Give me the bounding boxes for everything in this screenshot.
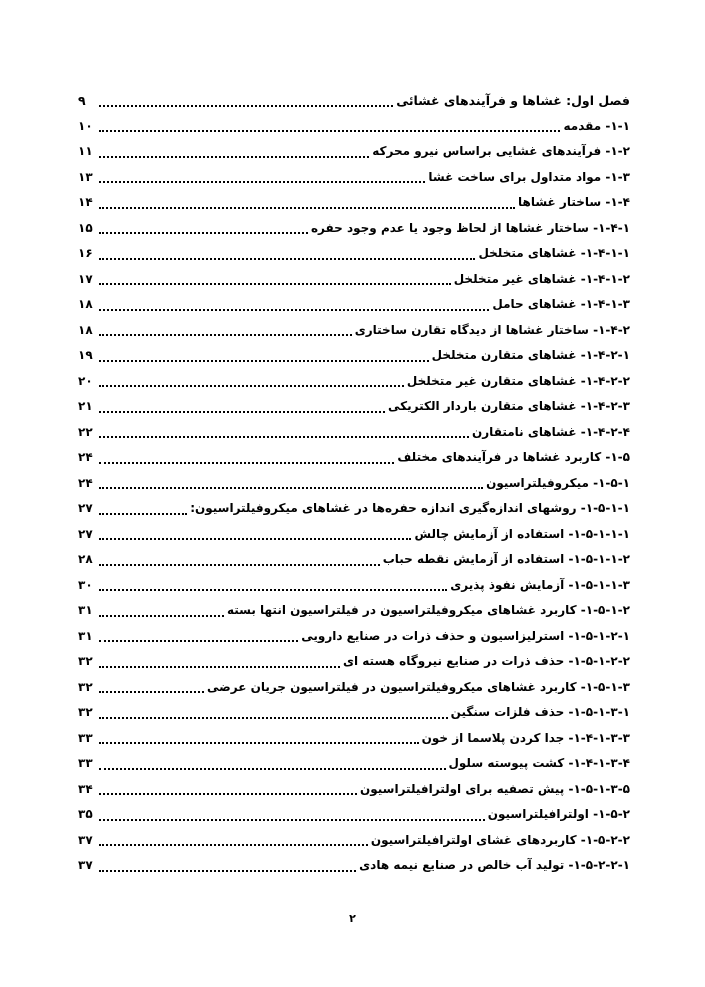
toc-entry-title: ۱-۴-۱-۲- غشاهای غیر متخلخل	[453, 271, 630, 286]
toc-entry[interactable]	[78, 267, 630, 293]
toc-entry-title: ۱-۲- فرآیندهای غشایی براساس نیرو محرکه	[372, 144, 630, 158]
toc-entry-title: ۱-۴-۲-۳- غشاهای متقارن باردار الکتریکی	[388, 399, 630, 413]
toc-entry-page: ۱۴	[78, 195, 93, 209]
toc-entry-title: ۱-۴-۱- ساختار غشاها از لحاظ وجود یا عدم وجود حفره	[310, 220, 630, 235]
toc-entry[interactable]	[78, 292, 630, 318]
toc-entry-page: ۳۲	[78, 679, 93, 694]
toc-entry-title: ۱-۵-۱-۳-۱- حذف فلزات سنگین	[450, 705, 630, 719]
dot-leader	[99, 130, 560, 132]
dot-leader	[99, 309, 489, 311]
toc-entry-page: ۲۷	[78, 501, 93, 515]
toc-entry[interactable]	[78, 114, 630, 140]
dot-leader	[99, 360, 429, 362]
toc-entry-title: ۱-۵-۲- اولترافیلتراسیون	[487, 807, 630, 821]
toc-entry-page: ۱۸	[78, 297, 93, 311]
dot-leader	[99, 181, 425, 183]
toc-entry-title: ۱-۴- ساختار غشاها	[518, 195, 630, 209]
toc-entry[interactable]	[78, 420, 630, 446]
dot-leader	[99, 615, 224, 617]
toc-entry[interactable]	[78, 190, 630, 216]
toc-entry-page: ۱۵	[78, 220, 93, 235]
toc-entry[interactable]	[78, 547, 630, 573]
toc-entry-page: ۲۷	[78, 526, 93, 541]
dot-leader	[99, 691, 204, 693]
dot-leader	[99, 436, 469, 438]
toc-entry[interactable]	[78, 343, 630, 369]
dot-leader	[99, 258, 475, 260]
toc-entry-title: ۱-۵-۱-۱-۱- استفاده از آزمایش چالش	[414, 526, 630, 541]
dot-leader	[99, 487, 483, 489]
toc-entry-page: ۱۷	[78, 271, 93, 286]
toc-entry-title: ۱-۴-۱-۳- غشاهای حامل	[492, 297, 630, 311]
toc-entry-page: ۲۴	[78, 450, 93, 464]
toc-entry-page: ۹	[78, 93, 86, 108]
toc-entry-page: ۲۸	[78, 552, 93, 566]
dot-leader	[99, 232, 308, 234]
dot-leader	[99, 283, 451, 285]
toc-entry-page: ۱۹	[78, 348, 93, 362]
toc-entry-page: ۱۳	[78, 169, 93, 184]
toc-entry[interactable]	[78, 598, 630, 624]
toc-entry-title: ۱-۵-۱-۱-۲- استفاده از آزمایش نقطه حباب	[382, 552, 630, 566]
toc-entry-page: ۱۶	[78, 246, 93, 260]
dot-leader	[99, 334, 352, 336]
toc-entry[interactable]	[78, 241, 630, 267]
toc-entry-title: ۱-۵-۲-۲- کاربردهای غشای اولترافیلتراسیون	[370, 832, 630, 847]
toc-entry-title: ۱-۵-۱- میکروفیلتراسیون	[486, 475, 630, 490]
toc-entry-title: ۱-۵-۱-۳- کاربرد غشاهای میکروفیلتراسیون در فیلتراسیون جریان عرضی	[207, 679, 630, 694]
toc-entry-page: ۳۳	[78, 756, 93, 770]
toc-entry[interactable]	[78, 471, 630, 497]
dot-leader	[99, 385, 404, 387]
dot-leader	[99, 156, 369, 158]
toc-entry-page: ۳۲	[78, 654, 93, 668]
toc-entry-title: ۱-۵-۱-۳-۵- پیش تصفیه برای اولترافیلتراسیون	[360, 781, 630, 796]
dot-leader	[99, 207, 515, 209]
toc-entry-title: ۱-۵-۲-۲-۱- تولید آب خالص در صنایع نیمه هادی	[359, 858, 630, 872]
toc-entry-page: ۳۵	[78, 807, 93, 821]
toc-entry[interactable]	[78, 88, 630, 114]
toc-entry[interactable]	[78, 573, 630, 599]
dot-leader	[99, 640, 298, 642]
toc-entry-title: ۱-۵-۱-۲-۱- استرلیزاسیون و حذف ذرات در صنایع دارویی	[301, 628, 630, 643]
toc-entry[interactable]	[78, 700, 630, 726]
toc-entry[interactable]	[78, 828, 630, 854]
toc-entry-title: ۱-۵-۱-۲-۲- حذف ذرات در صنایع نیروگاه هسته ای	[342, 654, 630, 668]
toc-entry-title: ۱-۴-۲-۴- غشاهای نامتقارن	[472, 424, 630, 439]
toc-entry[interactable]	[78, 139, 630, 165]
toc-entry[interactable]	[78, 394, 630, 420]
toc-entry-page: ۳۱	[78, 603, 93, 617]
dot-leader	[99, 819, 485, 821]
toc-entry[interactable]	[78, 777, 630, 803]
toc-entry-title: ۱-۳- مواد متداول برای ساخت غشا	[428, 169, 630, 184]
toc-entry-title: ۱-۴-۱-۳-۳- جدا کردن پلاسما از خون	[421, 730, 630, 745]
toc-entry[interactable]	[78, 318, 630, 344]
dot-leader	[99, 666, 340, 668]
toc-entry[interactable]	[78, 496, 630, 522]
dot-leader	[99, 870, 356, 872]
dot-leader	[99, 742, 419, 744]
dot-leader	[99, 411, 385, 413]
table-of-contents	[78, 88, 630, 879]
toc-entry-title: ۱-۵- کاربرد غشاها در فرآیندهای مختلف	[397, 450, 630, 464]
dot-leader	[99, 462, 394, 464]
toc-entry-page: ۱۱	[78, 144, 93, 158]
toc-entry-page: ۲۲	[78, 424, 93, 439]
toc-entry-page: ۱۸	[78, 322, 93, 337]
toc-entry-page: ۱۰	[78, 118, 93, 133]
dot-leader	[99, 589, 447, 591]
toc-entry-page: ۳۳	[78, 730, 93, 745]
toc-entry-page: ۲۱	[78, 399, 93, 413]
toc-entry-title: فصل اول: غشاها و فرآیندهای غشائی	[396, 93, 630, 108]
toc-entry-title: ۱-۴-۱-۳-۴- کشت پیوسته سلول	[448, 756, 630, 770]
toc-entry-page: ۳۱	[78, 628, 93, 643]
toc-entry-page: ۳۴	[78, 781, 93, 796]
toc-entry[interactable]	[78, 751, 630, 777]
toc-entry[interactable]	[78, 522, 630, 548]
toc-entry[interactable]	[78, 649, 630, 675]
toc-entry-page: ۳۷	[78, 858, 93, 872]
toc-entry-title: ۱-۵-۱-۱-۳- آزمایش نفوذ پذیری	[450, 577, 630, 592]
toc-entry-page: ۲۰	[78, 373, 93, 388]
toc-entry-title: ۱-۱- مقدمه	[563, 118, 630, 133]
toc-entry[interactable]	[78, 369, 630, 395]
toc-entry-page: ۳۲	[78, 705, 93, 719]
toc-entry-title: ۱-۵-۱-۱- روشهای اندازه‌گیری اندازه حفره‌ها در غشاهای میکروفیلتراسیون:	[190, 501, 630, 515]
toc-entry-title: ۱-۵-۱-۲- کاربرد غشاهای میکروفیلتراسیون در فیلتراسیون انتها بسته	[226, 603, 630, 617]
toc-entry[interactable]	[78, 216, 630, 242]
toc-entry[interactable]	[78, 853, 630, 879]
dot-leader	[99, 844, 368, 846]
dot-leader	[99, 768, 446, 770]
toc-entry-title: ۱-۴-۲- ساختار غشاها از دیدگاه تقارن ساختاری	[354, 322, 630, 337]
toc-entry-page: ۳۷	[78, 832, 93, 847]
dot-leader	[99, 564, 380, 566]
toc-entry[interactable]	[78, 624, 630, 650]
toc-entry-page: ۳۰	[78, 577, 93, 592]
dot-leader	[99, 717, 448, 719]
page-number: ۲	[349, 912, 356, 925]
dot-leader	[99, 513, 187, 515]
toc-entry[interactable]	[78, 726, 630, 752]
dot-leader	[99, 105, 393, 107]
dot-leader	[99, 793, 357, 795]
toc-entry[interactable]	[78, 802, 630, 828]
dot-leader	[99, 538, 411, 540]
toc-entry[interactable]	[78, 675, 630, 701]
toc-entry[interactable]	[78, 445, 630, 471]
toc-entry-title: ۱-۴-۱-۱- غشاهای متخلخل	[478, 246, 630, 260]
toc-entry[interactable]	[78, 165, 630, 191]
toc-entry-title: ۱-۴-۲-۱- غشاهای متقارن متخلخل	[431, 348, 630, 362]
toc-entry-page: ۲۴	[78, 475, 93, 490]
toc-entry-title: ۱-۴-۲-۲- غشاهای متقارن غیر متخلخل	[406, 373, 630, 388]
